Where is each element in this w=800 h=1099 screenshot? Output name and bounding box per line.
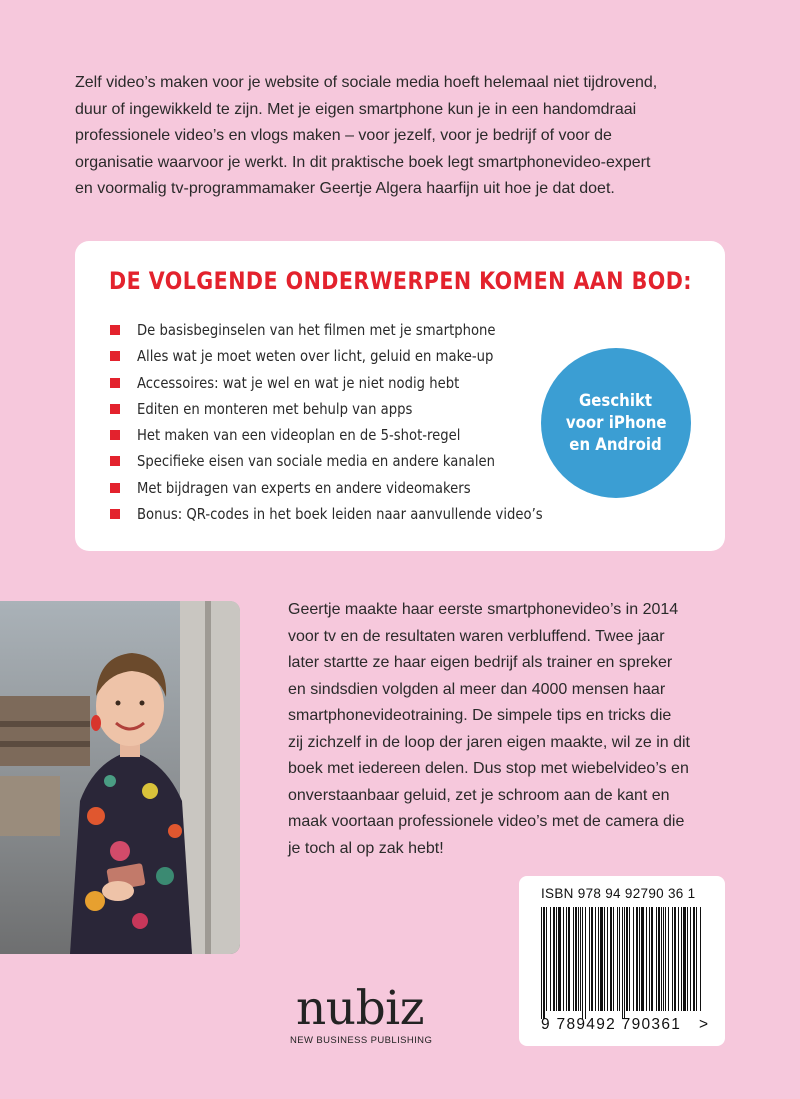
badge-line: voor iPhone — [565, 413, 667, 433]
barcode-bar — [566, 907, 567, 1011]
barcode-bar — [696, 907, 697, 1011]
barcode-bar — [575, 907, 577, 1011]
barcode-bar — [646, 907, 647, 1011]
barcode-bar — [546, 907, 547, 1011]
bio-line: smartphonevideotraining. De simpele tips en tricks die — [288, 707, 672, 724]
barcode-bar — [672, 907, 673, 1011]
list-item: De basisbeginselen van het filmen met je smartphone — [110, 317, 598, 343]
barcode-bar — [553, 907, 555, 1011]
barcode-bar — [663, 907, 664, 1011]
isbn-number: ISBN 978 94 92790 36 1 — [541, 886, 696, 901]
barcode-bar — [649, 907, 650, 1011]
list-item: Bonus: QR-codes in het boek leiden naar aanvullende video’s — [110, 501, 598, 527]
bio-line: maak voortaan professionele video’s met de camera die — [288, 813, 685, 830]
barcode-bar — [633, 907, 634, 1011]
square-bullet-icon — [110, 404, 120, 414]
intro-line: en voormalig tv-programmamaker Geertje Algera haarfijn uit hoe je dat doet. — [75, 180, 615, 197]
author-bio — [288, 597, 758, 862]
topics-card — [75, 241, 725, 551]
barcode-bar — [674, 907, 676, 1011]
barcode-bar — [613, 907, 614, 1011]
list-item: Editen en monteren met behulp van apps — [110, 396, 598, 422]
barcode-digits: 9 789492 790361 — [541, 1016, 682, 1033]
barcode-bar — [563, 907, 564, 1011]
barcode-bar — [550, 907, 551, 1011]
bio-line: je toch al op zak hebt! — [288, 839, 444, 857]
intro-line: professionele video’s en vlogs maken – voor jezelf, voor je bedrijf of voor de — [75, 127, 612, 144]
barcode-bar — [600, 907, 603, 1011]
barcode-bars — [541, 907, 705, 1019]
barcode-bar — [624, 907, 625, 1019]
barcode-bar — [604, 907, 605, 1011]
barcode-bar — [619, 907, 620, 1011]
barcode-bar — [678, 907, 679, 1011]
square-bullet-icon — [110, 509, 120, 519]
barcode-bar — [629, 907, 630, 1011]
square-bullet-icon — [110, 325, 120, 335]
barcode-bar — [591, 907, 593, 1011]
intro-paragraph — [75, 70, 725, 203]
barcode-bar — [607, 907, 608, 1011]
bio-line: boek met iedereen delen. Dus stop met wiebelvideo’s en — [288, 760, 689, 777]
barcode-bar — [693, 907, 695, 1011]
list-item: Alles wat je moet weten over licht, geluid en make-up — [110, 343, 598, 369]
intro-line: duur of ingewikkeld te zijn. Met je eigen smartphone kun je in een handomdraai — [75, 100, 637, 118]
barcode-bar — [656, 907, 657, 1011]
topics-heading: DE VOLGENDE ONDERWERPEN KOMEN AAN BOD: — [109, 267, 692, 295]
barcode-bar — [661, 907, 662, 1011]
badge-line: en Android — [569, 435, 663, 455]
barcode-bar — [651, 907, 653, 1011]
barcode-bar — [610, 907, 612, 1011]
barcode-bar — [543, 907, 545, 1019]
publisher-logo-wordmark: nubiz — [296, 981, 424, 1036]
barcode-bar — [641, 907, 644, 1011]
barcode-bar — [700, 907, 701, 1011]
barcode-bar — [578, 907, 579, 1011]
barcode-bar — [639, 907, 640, 1011]
barcode-bar — [580, 907, 581, 1011]
isbn-barcode — [519, 876, 725, 1046]
barcode-bar — [585, 907, 586, 1019]
intro-line: organisatie waarvoor je werkt. In dit praktische boek legt smartphonevideo-expert — [75, 153, 651, 171]
bio-line: onverstaanbaar geluid, zet je schroom aan de kant en — [288, 786, 670, 804]
barcode-bar — [568, 907, 570, 1011]
barcode-bar — [558, 907, 561, 1011]
author-photo-illustration — [0, 601, 240, 954]
bio-line: voor tv en de resultaten waren verbluffend. Twee jaar — [288, 627, 665, 645]
barcode-bar — [573, 907, 574, 1011]
topics-list — [110, 317, 598, 527]
barcode-bar — [589, 907, 590, 1011]
square-bullet-icon — [110, 351, 120, 361]
square-bullet-icon — [110, 430, 120, 440]
barcode-bar — [556, 907, 557, 1011]
barcode-bar — [687, 907, 688, 1011]
barcode-bar — [541, 907, 542, 1019]
list-item: Het maken van een videoplan en de 5-shot-regel — [110, 422, 598, 448]
barcode-bar — [598, 907, 599, 1011]
bio-line: later startte ze haar eigen bedrijf als trainer en spreker — [288, 654, 673, 671]
barcode-bar — [622, 907, 623, 1019]
badge-line: Geschikt — [579, 391, 653, 411]
author-photo — [0, 601, 240, 954]
square-bullet-icon — [110, 456, 120, 466]
square-bullet-icon — [110, 483, 120, 493]
compatibility-badge — [541, 348, 691, 498]
barcode-bar — [636, 907, 638, 1011]
list-item: Accessoires: wat je wel en wat je niet nodig hebt — [110, 370, 598, 396]
barcode-bar — [668, 907, 669, 1011]
list-item: Met bijdragen van experts en andere videomakers — [110, 475, 598, 501]
barcode-bar — [626, 907, 628, 1011]
bio-line: en sindsdien volgden al meer dan 4000 mensen haar — [288, 680, 666, 698]
barcode-bar — [617, 907, 618, 1011]
bio-line: Geertje maakte haar eerste smartphonevideo’s in 2014 — [288, 601, 679, 618]
intro-line: Zelf video’s maken voor je website of sociale media hoeft helemaal niet tijdrovend, — [75, 74, 658, 91]
publisher-tagline: NEW BUSINESS PUBLISHING — [290, 1035, 433, 1046]
barcode-arrow: > — [699, 1016, 709, 1033]
publisher-logo — [290, 981, 433, 1046]
barcode-bar — [658, 907, 660, 1011]
barcode-bar — [595, 907, 596, 1011]
square-bullet-icon — [110, 378, 120, 388]
barcode-bar — [582, 907, 583, 1019]
barcode-bar — [683, 907, 686, 1011]
bio-line: zij zichzelf in de loop der jaren eigen maakte, wil ze in dit — [288, 733, 690, 751]
barcode-bar — [665, 907, 666, 1011]
list-item: Specifieke eisen van sociale media en andere kanalen — [110, 448, 598, 474]
barcode-bar — [690, 907, 691, 1011]
barcode-bar — [681, 907, 682, 1011]
